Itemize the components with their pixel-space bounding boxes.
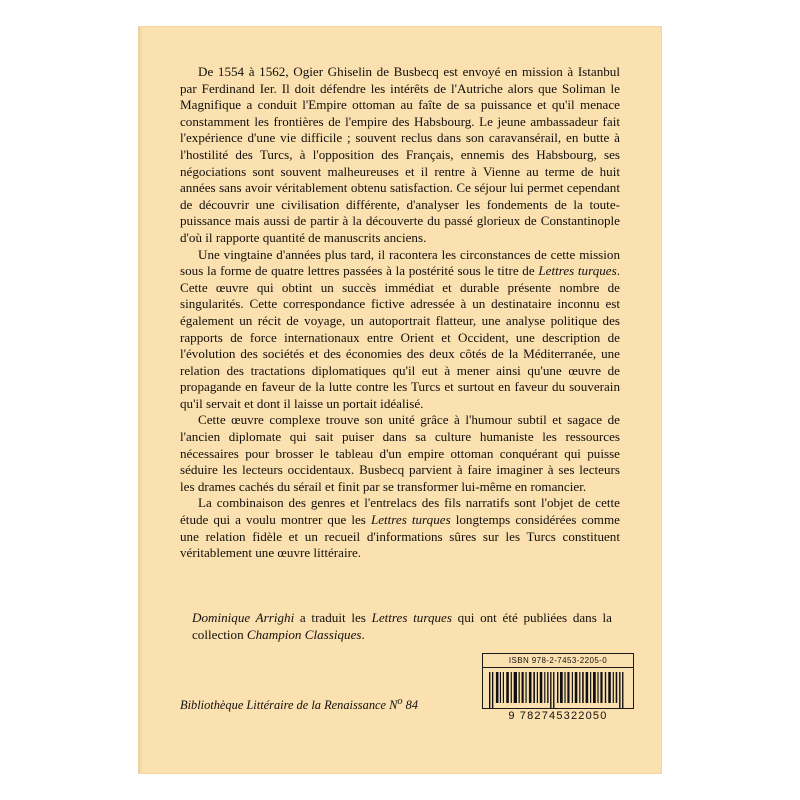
credit-part-4: qui ont été publiées dans la collection xyxy=(192,610,612,642)
barcode-bars-icon xyxy=(489,672,627,708)
barcode-digits xyxy=(482,710,634,722)
series-label xyxy=(180,696,480,713)
blurb-text-block xyxy=(180,64,620,562)
blurb-paragraph-1: De 1554 à 1562, Ogier Ghiselin de Busbecq est envoyé en mission à Istanbul par Ferdinand Ier. Il doit défendre les intérêts de l'Autriche alors que Soliman le Magnifique a conduit l'Empire ottoman au faîte de sa puissance et qu'il menace constamment les frontières de l'empire des Habsbourg. Le jeune ambassadeur fait l'expérience d'une vie difficile ; souvent reclus dans son caravansérail, en butte à l'hostilité des Turcs, à l'opposition des Français, ennemis des Habsbourg, ses négociations sont souvent malheureuses et il rentre à Vienne au terme de huit années sans avoir véritablement obtenu satisfaction. Ce séjour lui permet cependant de découvrir une civilisation différente, d'analyser les fondements de la toute-puissance mais aussi de partir à la découverte du passé glorieux de Constantinople d'où il rapporte quantité de manuscrits anciens. xyxy=(180,64,620,245)
blurb-paragraph-4-title: Lettres turques xyxy=(370,512,451,528)
barcode-main-digits: 782745322050 xyxy=(519,710,608,722)
translator-name: Dominique Arrighi xyxy=(192,610,295,625)
barcode-block xyxy=(482,653,634,722)
series-label-ordinal: o xyxy=(397,696,403,707)
translator-credit xyxy=(192,610,612,643)
blurb-paragraph-4-part-2: longtemps considérées comme une relation fidèle et un recueil d'informations sûres sur les Turcs constituent véritablement une œuvre littéraire. xyxy=(180,512,620,561)
credit-collection-name: Champion Classiques xyxy=(246,626,362,642)
blurb-paragraph-2 xyxy=(180,247,620,413)
book-back-cover xyxy=(138,26,662,774)
credit-work-title: Lettres turques xyxy=(371,610,452,625)
barcode-image xyxy=(482,667,634,709)
blurb-paragraph-4 xyxy=(180,495,620,561)
series-label-text: Bibliothèque Littéraire de la Renaissance N xyxy=(180,698,398,713)
series-label-number: 84 xyxy=(402,698,419,713)
blurb-paragraph-2-part-2: . Cette œuvre qui obtint un succès immédiat et durable présente nombre de singularités. Cette correspondance fictive adressée à un destinataire inconnu est également un récit de voyage, un autoportrait flatteur, une analyse politique des rapports de force internationaux entre Orient et Occident, une description de l'évolution des sociétés et des économies des deux côtés de la Méditerranée, une relation des tractations diplomatiques qu'il eut à mener ainsi qu'une œuvre de propagande en faveur de la lutte contre les Turcs et surtout en faveur du souverain qu'il servait et dont il laisse un portait idéalisé. xyxy=(180,263,620,411)
blurb-paragraph-2-part-1: Une vingtaine d'années plus tard, il racontera les circonstances de cette mission sous la forme de quatre lettres passées à la postérité sous le titre de xyxy=(180,246,620,279)
blurb-paragraph-4-part-1: La combinaison des genres et l'entrelacs des fils narratifs sont l'objet de cette étude qui a voulu montrer que les xyxy=(180,495,620,528)
credit-part-6: . xyxy=(361,626,365,642)
barcode-lead-digit: 9 xyxy=(508,710,516,722)
blurb-paragraph-3: Cette œuvre complexe trouve son unité grâce à l'humour subtil et sagace de l'ancien diplomate qui sait puiser dans sa culture humaniste les ressources nécessaires pour brosser le tableau d'un empire ottoman conquérant qui puisse séduire les lecteurs occidentaux. Busbecq parvient à faire imaginer à ses lecteurs les drames cachés du sérail et finit par se transformer lui-même en romancier. xyxy=(180,412,620,494)
isbn-label: ISBN 978-2-7453-2205-0 xyxy=(482,653,634,667)
blurb-paragraph-2-title: Lettres turques xyxy=(538,263,617,279)
credit-part-2: a traduit les xyxy=(294,610,372,625)
